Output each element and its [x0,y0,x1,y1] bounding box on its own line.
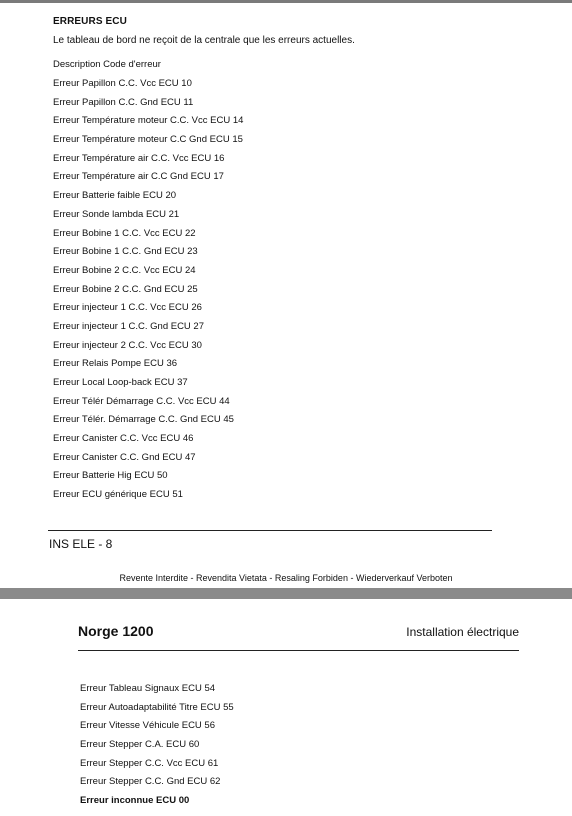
error-code-item: Erreur injecteur 1 C.C. Gnd ECU 27 [53,320,205,332]
error-code-item: Erreur Bobine 1 C.C. Gnd ECU 23 [53,246,198,258]
error-code-list-continued [80,683,234,814]
error-code-item: Erreur Vitesse Véhicule ECU 56 [80,720,215,732]
error-code-item: Erreur Température moteur C.C. Vcc ECU 14 [53,115,244,127]
intro-paragraph: Le tableau de bord ne reçoit de la centrale que les erreurs actuelles. [53,35,355,46]
document-page-2 [0,599,572,816]
document-page-1 [0,3,572,588]
error-code-item: Erreur Autoadaptabilité Titre ECU 55 [80,701,234,713]
error-code-item: Erreur Bobine 2 C.C. Gnd ECU 25 [53,283,198,295]
error-code-item: Erreur Stepper C.A. ECU 60 [80,739,200,751]
error-code-item: Erreur Batterie Hig ECU 50 [53,470,168,482]
error-code-item: Erreur Télér Démarrage C.C. Vcc ECU 44 [53,395,230,407]
error-code-item: Erreur Température air C.C. Vcc ECU 16 [53,152,225,164]
error-code-item: Erreur Sonde lambda ECU 21 [53,208,180,220]
error-code-item: Erreur Local Loop-back ECU 37 [53,377,188,388]
header-divider [78,650,519,651]
error-code-item: Erreur Relais Pompe ECU 36 [53,358,178,370]
error-code-item: Erreur Télér. Démarrage C.C. Gnd ECU 45 [53,414,234,426]
error-code-item: Erreur Température air C.C Gnd ECU 17 [53,171,224,183]
section-title: ERREURS ECU [53,16,127,27]
error-code-item: Erreur Papillon C.C. Gnd ECU 11 [53,96,194,108]
error-code-item: Erreur inconnue ECU 00 [80,795,190,807]
model-title: Norge 1200 [78,623,154,639]
error-code-item: Erreur Bobine 1 C.C. Vcc ECU 22 [53,227,196,239]
error-code-item: Erreur ECU générique ECU 51 [53,489,183,501]
error-code-item: Erreur Tableau Signaux ECU 54 [80,683,216,694]
error-code-item: Erreur injecteur 1 C.C. Vcc ECU 26 [53,302,202,314]
error-code-item: Erreur injecteur 2 C.C. Vcc ECU 30 [53,339,202,351]
error-code-list [53,78,243,508]
footer-divider [48,530,492,531]
error-code-item: Erreur Canister C.C. Gnd ECU 47 [53,451,196,463]
section-name: Installation électrique [406,625,519,639]
error-code-item: Erreur Papillon C.C. Vcc ECU 10 [53,78,192,89]
error-code-item: Erreur Stepper C.C. Gnd ECU 62 [80,776,221,788]
error-code-item: Erreur Stepper C.C. Vcc ECU 61 [80,757,219,769]
table-header: Description Code d'erreur [53,59,161,70]
error-code-item: Erreur Batterie faible ECU 20 [53,190,177,202]
error-code-item: Erreur Canister C.C. Vcc ECU 46 [53,433,194,445]
error-code-item: Erreur Bobine 2 C.C. Vcc ECU 24 [53,264,196,276]
page-number: INS ELE - 8 [49,537,113,551]
error-code-item: Erreur Température moteur C.C Gnd ECU 15 [53,134,243,146]
page-separator [0,588,572,599]
resale-notice: Revente Interdite - Revendita Vietata - Resaling Forbiden - Wiederverkauf Verboten [119,573,453,583]
